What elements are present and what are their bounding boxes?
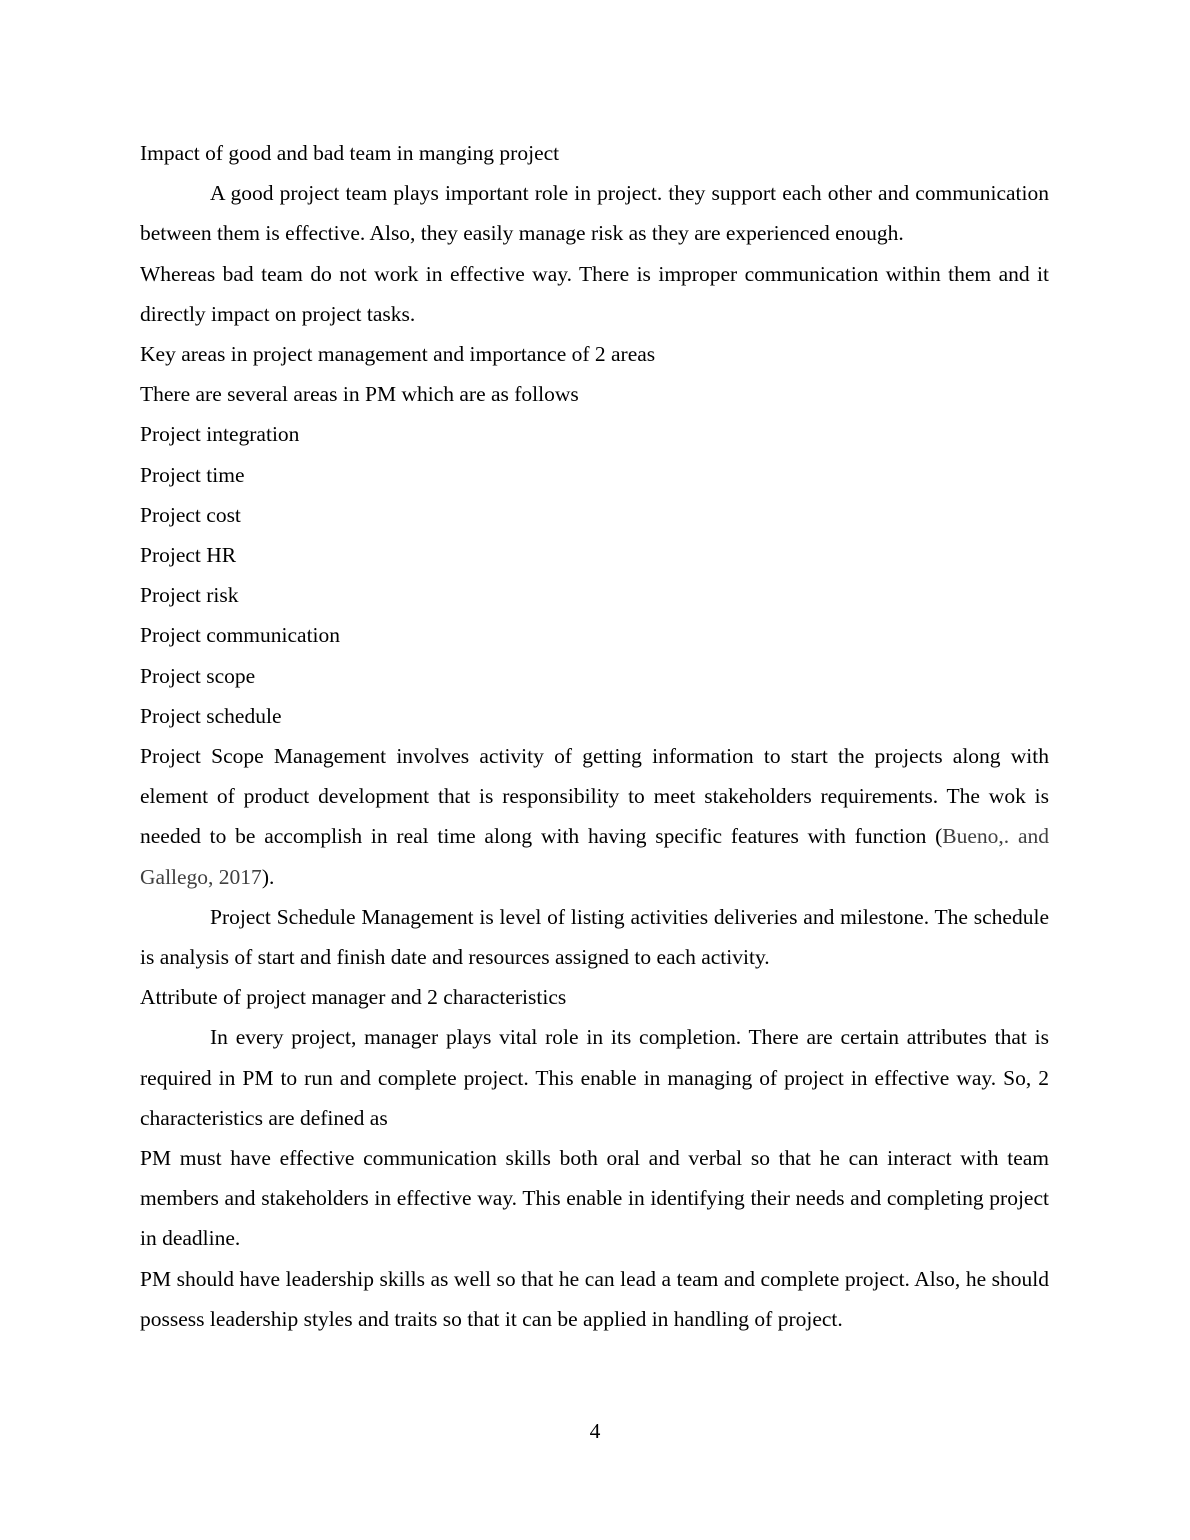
paragraph-bad-team: Whereas bad team do not work in effective way. There is improper communication within them and it directly impact on project tasks. bbox=[140, 261, 1049, 326]
intro-areas: There are several areas in PM which are as follows bbox=[140, 382, 579, 407]
area-item-scope: Project scope bbox=[140, 663, 256, 688]
area-item-hr: Project HR bbox=[140, 543, 237, 568]
heading-team-impact: Impact of good and bad team in manging project bbox=[140, 141, 560, 165]
area-item-cost: Project cost bbox=[140, 502, 241, 527]
paragraph-schedule-management: Project Schedule Management is level of listing activities deliveries and milestone. The schedule is analysis of start and finish date and resources assigned to each activity. bbox=[140, 904, 1049, 970]
paragraph-communication-skill: PM must have effective communication skills both oral and verbal so that he can interact with team members and stakeholders in effective way. This enable in identifying their needs and completing project in deadline. bbox=[140, 1146, 1049, 1251]
area-item-schedule: Project schedule bbox=[140, 703, 282, 728]
scope-text-end: ). bbox=[261, 864, 275, 889]
paragraph-leadership-skill: PM should have leadership skills as well so that he can lead a team and complete project. Also, he should possess leadership styles and traits so that it can be applied in handling of project. bbox=[140, 1266, 1049, 1331]
heading-key-areas: Key areas in project management and importance of 2 areas bbox=[140, 342, 656, 367]
area-item-communication: Project communication bbox=[140, 623, 341, 648]
document-body bbox=[140, 133, 1049, 1339]
area-item-integration: Project integration bbox=[140, 422, 300, 447]
area-item-time: Project time bbox=[140, 462, 245, 487]
area-item-risk: Project risk bbox=[140, 583, 239, 608]
heading-attribute: Attribute of project manager and 2 characteristics bbox=[140, 985, 567, 1010]
scope-citation: Bueno,. and Gallego, 2017 bbox=[140, 824, 1049, 889]
scope-text: Project Scope Management involves activity of getting information to start the projects along with element of product development that is responsibility to meet stakeholders requirements. The wok is needed to be accomplish in real time along with having specific features with function ( bbox=[140, 744, 1049, 849]
paragraph-good-team: A good project team plays important role in project. they support each other and communication between them is effective. Also, they easily manage risk as they are experienced enough. bbox=[140, 181, 1049, 246]
paragraph-manager-role: In every project, manager plays vital role in its completion. There are certain attributes that is required in PM to run and complete project. This enable in managing of project in effective way. So, 2 characteristics are defined as bbox=[140, 1025, 1049, 1130]
paragraph-scope-management bbox=[140, 736, 1049, 897]
page-number: 4 bbox=[589, 1419, 601, 1443]
